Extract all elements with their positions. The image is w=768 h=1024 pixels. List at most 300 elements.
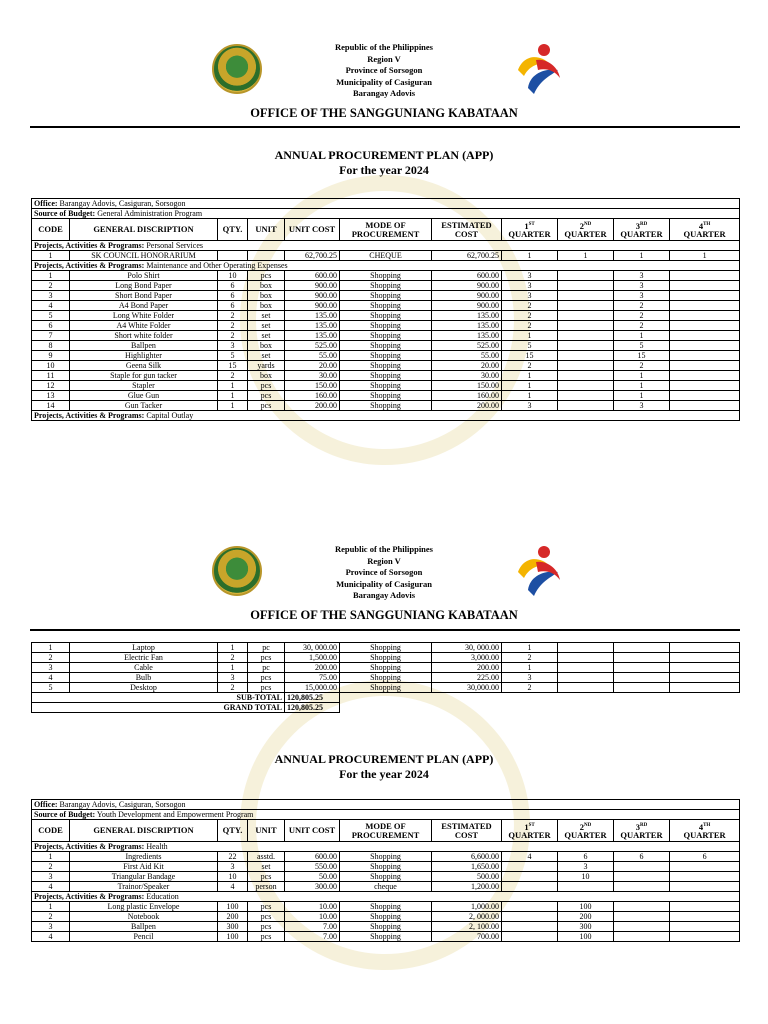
cell: Shopping: [340, 321, 432, 331]
col-unit: UNIT: [248, 820, 285, 842]
cell: 30.00: [432, 371, 502, 381]
cell: [670, 912, 740, 922]
cell: 5: [218, 351, 248, 361]
cell: Polo Shirt: [70, 271, 218, 281]
cell: Shopping: [340, 663, 432, 673]
cell: Shopping: [340, 301, 432, 311]
cell: Shopping: [340, 341, 432, 351]
cell: [670, 653, 740, 663]
cell: 300: [558, 922, 614, 932]
office-row: Office: Barangay Adovis, Casiguran, Sorsogon: [32, 199, 740, 209]
cell: [558, 381, 614, 391]
cell: 3: [614, 291, 670, 301]
col-qty: QTY.: [218, 219, 248, 241]
table-row: [32, 673, 740, 683]
cell: 62,700.25: [432, 251, 502, 261]
cell: 135.00: [285, 331, 340, 341]
cell: 700.00: [432, 932, 502, 942]
table-row: [32, 381, 740, 391]
cell: 160.00: [285, 391, 340, 401]
cell: set: [248, 321, 285, 331]
cell: pcs: [248, 872, 285, 882]
cell: [558, 683, 614, 693]
cell: 100: [218, 932, 248, 942]
table-row: [32, 371, 740, 381]
cell: pcs: [248, 902, 285, 912]
section-row: Projects, Activities & Programs: Education: [32, 892, 740, 902]
cell: Electric Fan: [70, 653, 218, 663]
header-rule: [30, 126, 740, 128]
table-row: [32, 331, 740, 341]
table-row: [32, 311, 740, 321]
cell: 50.00: [285, 872, 340, 882]
cell: 525.00: [432, 341, 502, 351]
cell: [558, 321, 614, 331]
cell: 5: [502, 341, 558, 351]
section-row: Projects, Activities & Programs: Health: [32, 842, 740, 852]
cell: 225.00: [432, 673, 502, 683]
cell: asstd.: [248, 852, 285, 862]
cell: [670, 922, 740, 932]
grand-total-row: GRAND TOTAL 120,805.25: [32, 703, 740, 713]
table-row: [32, 251, 740, 261]
cell: 550.00: [285, 862, 340, 872]
cell: Shopping: [340, 932, 432, 942]
cell: pcs: [248, 912, 285, 922]
table-row: [32, 922, 740, 932]
cell: Shopping: [340, 401, 432, 411]
cell: 6: [32, 321, 70, 331]
table-row: [32, 882, 740, 892]
cell: 3: [502, 291, 558, 301]
cell: 2: [218, 683, 248, 693]
header-line: Barangay Adovis: [352, 590, 416, 600]
table-row: [32, 862, 740, 872]
cell: Long Bond Paper: [70, 281, 218, 291]
header-line: Province of Sorsogon: [345, 65, 423, 75]
cell: 10: [558, 872, 614, 882]
budget-row: Source of Budget: General Administration Program: [32, 209, 740, 219]
cell: 15,000.00: [285, 683, 340, 693]
cell: 100: [218, 902, 248, 912]
cell: 4: [32, 301, 70, 311]
col-quarter: 4TH QUARTER: [670, 219, 740, 241]
cell: Trainor/Speaker: [70, 882, 218, 892]
table-row: [32, 281, 740, 291]
cell: 1,500.00: [285, 653, 340, 663]
cell: [558, 301, 614, 311]
cell: 4: [32, 932, 70, 942]
cell: 100: [558, 932, 614, 942]
cell: [614, 902, 670, 912]
cell: Cable: [70, 663, 218, 673]
cell: [558, 663, 614, 673]
cell: 900.00: [285, 301, 340, 311]
cell: pcs: [248, 683, 285, 693]
cell: 6: [558, 852, 614, 862]
cell: 55.00: [432, 351, 502, 361]
cell: 15: [218, 361, 248, 371]
cell: Short white folder: [70, 331, 218, 341]
cell: 1: [614, 331, 670, 341]
cell: 3: [614, 281, 670, 291]
table-row: [32, 852, 740, 862]
cell: 3: [502, 401, 558, 411]
cell: 20.00: [285, 361, 340, 371]
cell: box: [248, 301, 285, 311]
cell: Ballpen: [70, 341, 218, 351]
cell: yards: [248, 361, 285, 371]
cell: 900.00: [432, 291, 502, 301]
table-row: [32, 401, 740, 411]
cell: 3,000.00: [432, 653, 502, 663]
government-header: [0, 544, 768, 602]
cell: 1: [32, 902, 70, 912]
cell: 1: [558, 251, 614, 261]
cell: 300: [218, 922, 248, 932]
cell: 6: [218, 301, 248, 311]
cell: CHEQUE: [340, 251, 432, 261]
cell: 7.00: [285, 922, 340, 932]
cell: 900.00: [432, 281, 502, 291]
cell: 1: [502, 371, 558, 381]
page-2: [0, 538, 768, 941]
cell: 500.00: [432, 872, 502, 882]
section-row: Projects, Activities & Programs: Maintenance and Other Operating Expenses: [32, 261, 740, 271]
cell: Shopping: [340, 653, 432, 663]
table-row: [32, 932, 740, 942]
cell: 1: [502, 663, 558, 673]
cell: 900.00: [285, 281, 340, 291]
cell: [614, 653, 670, 663]
header-line: Republic of the Philippines: [334, 544, 433, 554]
cell: 150.00: [285, 381, 340, 391]
cell: 525.00: [285, 341, 340, 351]
cell: 3: [218, 341, 248, 351]
cell: 3: [502, 673, 558, 683]
cell: [558, 673, 614, 683]
cell: 3: [614, 401, 670, 411]
cell: Shopping: [340, 852, 432, 862]
cell: 15: [614, 351, 670, 361]
cell: 200.00: [285, 401, 340, 411]
cell: 3: [32, 872, 70, 882]
cell: 2: [614, 361, 670, 371]
cell: 1: [614, 391, 670, 401]
cell: Shopping: [340, 311, 432, 321]
cell: 1,650.00: [432, 862, 502, 872]
cell: 600.00: [285, 271, 340, 281]
cell: 4: [218, 882, 248, 892]
section-row: Projects, Activities & Programs: Capital Outlay: [32, 411, 740, 421]
cell: 135.00: [432, 321, 502, 331]
cell: pcs: [248, 391, 285, 401]
cell: [502, 922, 558, 932]
cell: 1: [614, 381, 670, 391]
cell: 900.00: [432, 301, 502, 311]
table-header-row: [32, 820, 740, 842]
cell: Gun Tacker: [70, 401, 218, 411]
cell: box: [248, 341, 285, 351]
cell: [558, 341, 614, 351]
table-row: [32, 902, 740, 912]
procurement-table-2: [31, 799, 740, 942]
cell: 3: [218, 673, 248, 683]
cell: [502, 902, 558, 912]
cell: [614, 862, 670, 872]
cell: 1: [502, 643, 558, 653]
cell: 3: [218, 862, 248, 872]
cell: Shopping: [340, 381, 432, 391]
cell: Shopping: [340, 271, 432, 281]
cell: 2: [502, 311, 558, 321]
letterhead: [0, 538, 768, 624]
cell: pcs: [248, 653, 285, 663]
cell: Glue Gun: [70, 391, 218, 401]
cell: 1: [218, 663, 248, 673]
cell: [670, 882, 740, 892]
cell: 1: [32, 852, 70, 862]
col-unit-cost: UNIT COST: [285, 820, 340, 842]
cell: Desktop: [70, 683, 218, 693]
cell: 600.00: [432, 271, 502, 281]
table-row: [32, 351, 740, 361]
cell: 62,700.25: [285, 251, 340, 261]
cell: set: [248, 331, 285, 341]
cell: 135.00: [432, 311, 502, 321]
cell: 4: [32, 882, 70, 892]
col-quarter: 1ST QUARTER: [502, 219, 558, 241]
cell: [670, 391, 740, 401]
cell: 3: [502, 281, 558, 291]
cell: Long White Folder: [70, 311, 218, 321]
cell: 1: [32, 251, 70, 261]
cell: 200.00: [432, 401, 502, 411]
section-row: Projects, Activities & Programs: Personal Services: [32, 241, 740, 251]
cell: Notebook: [70, 912, 218, 922]
cell: Stapler: [70, 381, 218, 391]
cell: [670, 381, 740, 391]
cell: Ballpen: [70, 922, 218, 932]
cell: 2: [614, 311, 670, 321]
cell: 30, 000.00: [432, 643, 502, 653]
cell: 4: [502, 852, 558, 862]
cell: 3: [558, 862, 614, 872]
col-estimated-cost: ESTIMATED COST: [432, 820, 502, 842]
cell: 10.00: [285, 912, 340, 922]
cell: SK COUNCIL HONORARIUM: [70, 251, 218, 261]
col-quarter: 2ND QUARTER: [558, 820, 614, 842]
cell: 2: [614, 321, 670, 331]
table-row: [32, 643, 740, 653]
cell: [670, 301, 740, 311]
cell: [614, 673, 670, 683]
cell: Bulb: [70, 673, 218, 683]
col-unit-cost: UNIT COST: [285, 219, 340, 241]
cell: [558, 391, 614, 401]
cell: pc: [248, 663, 285, 673]
cell: [614, 872, 670, 882]
cell: 10: [32, 361, 70, 371]
cell: First Aid Kit: [70, 862, 218, 872]
cell: 600.00: [285, 852, 340, 862]
cell: Shopping: [340, 862, 432, 872]
cell: [558, 281, 614, 291]
cell: [670, 663, 740, 673]
cell: [558, 351, 614, 361]
cell: 2: [218, 321, 248, 331]
cell: 15: [502, 351, 558, 361]
cell: 900.00: [285, 291, 340, 301]
cell: 2: [502, 301, 558, 311]
cell: 150.00: [432, 381, 502, 391]
cell: 1: [502, 331, 558, 341]
col-quarter: 1ST QUARTER: [502, 820, 558, 842]
col-code: CODE: [32, 219, 70, 241]
cell: 8: [32, 341, 70, 351]
cell: 6: [670, 852, 740, 862]
cell: [502, 882, 558, 892]
cell: 10: [218, 271, 248, 281]
cell: [614, 912, 670, 922]
cell: 20.00: [432, 361, 502, 371]
sk-logo: [510, 40, 566, 96]
cell: 2: [502, 653, 558, 663]
table-header-row: [32, 219, 740, 241]
cell: Staple for gun tacker: [70, 371, 218, 381]
cell: pc: [248, 643, 285, 653]
cell: 2: [502, 683, 558, 693]
cell: 1: [32, 271, 70, 281]
cell: [614, 932, 670, 942]
cell: Shopping: [340, 683, 432, 693]
plan-title: ANNUAL PROCUREMENT PLAN (APP): [274, 752, 494, 766]
cell: [670, 401, 740, 411]
plan-heading: [0, 148, 768, 178]
table-row: [32, 683, 740, 693]
cell: pcs: [248, 932, 285, 942]
cell: 2: [218, 331, 248, 341]
cell: Shopping: [340, 912, 432, 922]
table-row: [32, 291, 740, 301]
table-row: [32, 361, 740, 371]
cell: 135.00: [285, 311, 340, 321]
government-header: [0, 42, 768, 100]
cell: Ingredients: [70, 852, 218, 862]
cell: 2: [218, 653, 248, 663]
cell: 1: [614, 251, 670, 261]
col-estimated-cost: ESTIMATED COST: [432, 219, 502, 241]
table-row: [32, 301, 740, 311]
cell: [558, 401, 614, 411]
table-row: [32, 321, 740, 331]
cell: 2: [218, 371, 248, 381]
cell: [614, 683, 670, 693]
cell: 2, 100.00: [432, 922, 502, 932]
header-line: Municipality of Casiguran: [336, 578, 432, 589]
procurement-table-1: [31, 198, 740, 421]
cell: 160.00: [432, 391, 502, 401]
table-row: [32, 653, 740, 663]
cell: 5: [614, 341, 670, 351]
letterhead: [0, 36, 768, 122]
header-line: Province of Sorsogon: [345, 567, 423, 577]
cell: [670, 902, 740, 912]
cell: [670, 281, 740, 291]
cell: 7: [32, 331, 70, 341]
cell: [218, 251, 248, 261]
plan-year: For the year 2024: [339, 767, 429, 781]
table-row: [32, 391, 740, 401]
cell: box: [248, 371, 285, 381]
budget-row: Source of Budget: Youth Development and Empowerment Program: [32, 810, 740, 820]
cell: [502, 912, 558, 922]
cell: 3: [32, 922, 70, 932]
header-line: Republic of the Philippines: [334, 42, 433, 52]
cell: 1: [218, 643, 248, 653]
cell: Geena Silk: [70, 361, 218, 371]
page-1: [0, 36, 768, 420]
cell: pcs: [248, 381, 285, 391]
cell: 14: [32, 401, 70, 411]
col-mode: MODE OF PROCUREMENT: [340, 219, 432, 241]
header-line: Region V: [367, 555, 401, 566]
col-description: GENERAL DISCRIPTION: [70, 820, 218, 842]
plan-title: ANNUAL PROCUREMENT PLAN (APP): [274, 148, 494, 162]
cell: 2: [502, 361, 558, 371]
cell: Shopping: [340, 291, 432, 301]
cell: Long plastic Envelope: [70, 902, 218, 912]
subtotal-row: SUB-TOTAL 120,805.25: [32, 693, 740, 703]
cell: 3: [32, 663, 70, 673]
table-row: [32, 341, 740, 351]
cell: box: [248, 281, 285, 291]
cell: [248, 251, 285, 261]
cell: [670, 341, 740, 351]
cell: 30,000.00: [432, 683, 502, 693]
cell: A4 Bond Paper: [70, 301, 218, 311]
col-quarter: 4TH QUARTER: [670, 820, 740, 842]
cell: 75.00: [285, 673, 340, 683]
cell: Shopping: [340, 371, 432, 381]
cell: [670, 331, 740, 341]
cell: [558, 882, 614, 892]
col-mode: MODE OF PROCUREMENT: [340, 820, 432, 842]
table-row: [32, 663, 740, 673]
cell: pcs: [248, 673, 285, 683]
plan-year: For the year 2024: [339, 163, 429, 177]
cell: 3: [32, 291, 70, 301]
capital-outlay-table: [31, 642, 740, 713]
cell: 30, 000.00: [285, 643, 340, 653]
cell: Shopping: [340, 331, 432, 341]
header-line: Barangay Adovis: [352, 88, 416, 98]
cell: 1,000.00: [432, 902, 502, 912]
col-unit: UNIT: [248, 219, 285, 241]
cell: 2: [32, 912, 70, 922]
cell: 5: [32, 683, 70, 693]
sk-logo: [510, 542, 566, 598]
plan-heading: [0, 752, 768, 782]
cell: [614, 663, 670, 673]
cell: 30.00: [285, 371, 340, 381]
cell: cheque: [340, 882, 432, 892]
cell: 5: [32, 311, 70, 321]
col-code: CODE: [32, 820, 70, 842]
cell: set: [248, 351, 285, 361]
cell: 1: [32, 643, 70, 653]
cell: 2: [32, 281, 70, 291]
